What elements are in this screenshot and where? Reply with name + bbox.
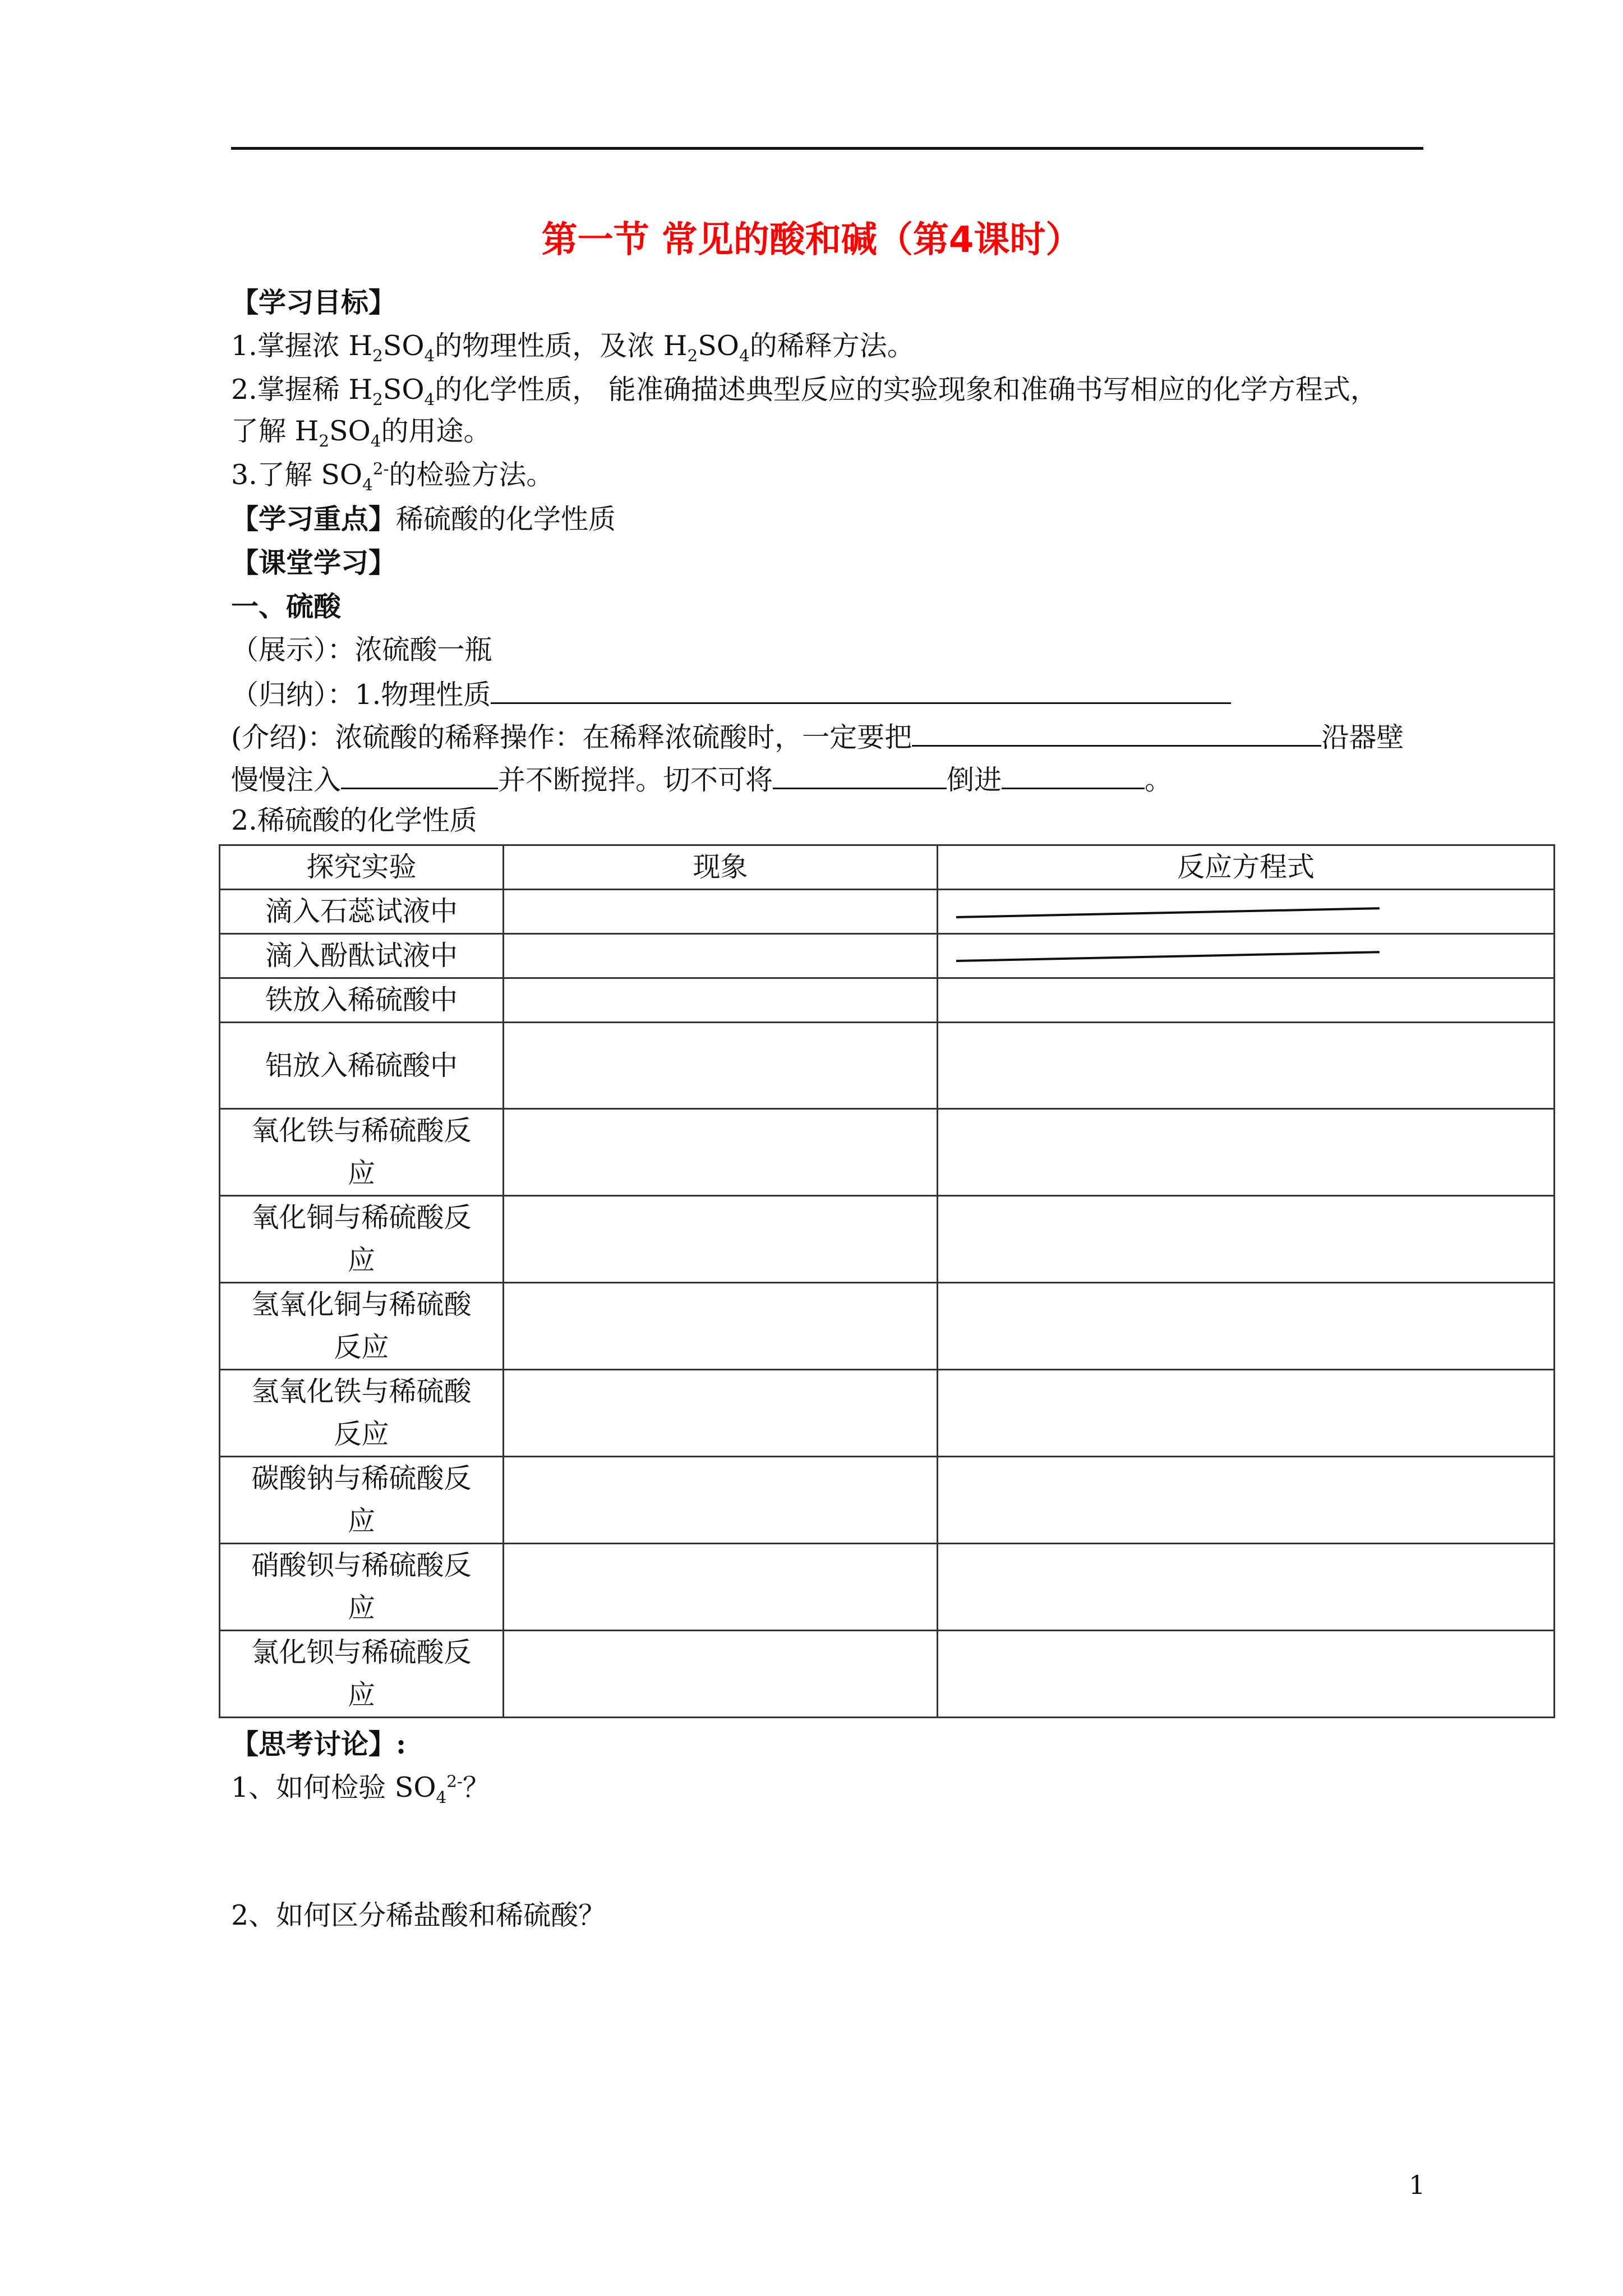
phenomenon-cell[interactable]: [504, 1631, 938, 1718]
equation-cell[interactable]: [938, 1023, 1555, 1109]
table-row: [220, 1196, 1555, 1283]
experiment-cell: 氧化铁与稀硫酸反 应: [220, 1109, 504, 1196]
discussion-q2: 2、如何区分稀盐酸和稀硫酸？: [231, 1899, 606, 1931]
display-line: （展示）：浓硫酸一瓶: [231, 634, 492, 666]
experiment-cell: 铁放入稀硫酸中: [220, 978, 504, 1023]
equation-cell[interactable]: [938, 1457, 1555, 1544]
table-row: [220, 934, 1555, 978]
header-experiment: 探究实验: [220, 845, 504, 890]
phenomenon-cell[interactable]: [504, 1544, 938, 1631]
dilution-blank-2[interactable]: [341, 762, 498, 789]
dilution-blank-1[interactable]: [912, 719, 1321, 747]
page-title: 第一节 常见的酸和碱（第4课时）: [541, 219, 1082, 261]
table-row: [220, 1109, 1555, 1196]
phenomenon-cell[interactable]: [504, 1196, 938, 1283]
intro-line-cont: 慢慢注入 并不断搅拌。切不可将 倒进 。: [231, 762, 1172, 797]
phenomenon-cell[interactable]: [504, 1109, 938, 1196]
equation-cell[interactable]: [938, 1196, 1555, 1283]
equation-cell[interactable]: [938, 1544, 1555, 1631]
equation-cell[interactable]: [938, 1109, 1555, 1196]
intro-line: (介绍)：浓硫酸的稀释操作：在稀释浓硫酸时，一定要把 沿器壁: [231, 719, 1404, 754]
table-row: [220, 890, 1555, 934]
table-row: [220, 1457, 1555, 1544]
section-sulfuric-acid: 一、硫酸: [231, 590, 342, 623]
table-row: [220, 1370, 1555, 1457]
phenomenon-cell[interactable]: [504, 890, 938, 934]
section-dilute-chem: 2.稀硫酸的化学性质: [231, 804, 477, 836]
header-phenomenon: 现象: [504, 845, 938, 890]
experiment-cell: 铝放入稀硫酸中: [220, 1023, 504, 1109]
discussion-heading: 【思考讨论】:: [231, 1728, 407, 1760]
phenomenon-cell[interactable]: [504, 1457, 938, 1544]
phenomenon-cell[interactable]: [504, 1283, 938, 1370]
table-row: [220, 1631, 1555, 1718]
header-equation: 反应方程式: [938, 845, 1555, 890]
summary-line: （归纳）：1.物理性质: [231, 677, 1231, 712]
equation-cell[interactable]: [938, 1631, 1555, 1718]
experiment-cell: 氢氧化铜与稀硫酸 反应: [220, 1283, 504, 1370]
table-header-row: [220, 845, 1555, 890]
phenomenon-cell[interactable]: [504, 1370, 938, 1457]
goal-3: 3.了解 $SO_4^{2-}$的检验方法。: [231, 459, 554, 494]
page-number: 1: [1409, 2170, 1426, 2200]
goal-1: 1.掌握浓 $H_2SO_4$的物理性质，及浓 $H_2SO_4$的稀释方法。: [231, 330, 915, 365]
goal-2-cont: 了解 $H_2SO_4$的用途。: [231, 415, 491, 450]
table-row: [220, 1283, 1555, 1370]
equation-cell[interactable]: [938, 978, 1555, 1023]
equation-cell[interactable]: [938, 1283, 1555, 1370]
table-row: [220, 1023, 1555, 1109]
experiment-cell: 硝酸钡与稀硫酸反 应: [220, 1544, 504, 1631]
phenomenon-cell[interactable]: [504, 978, 938, 1023]
experiment-cell: 碳酸钠与稀硫酸反 应: [220, 1457, 504, 1544]
physical-property-blank[interactable]: [491, 677, 1231, 704]
experiment-cell: 氢氧化铁与稀硫酸 反应: [220, 1370, 504, 1457]
table-row: [220, 1544, 1555, 1631]
dilution-blank-4[interactable]: [1002, 762, 1145, 789]
phenomenon-cell[interactable]: [504, 1023, 938, 1109]
experiment-cell: 氧化铜与稀硫酸反 应: [220, 1196, 504, 1283]
goals-heading: 【学习目标】: [231, 286, 396, 319]
phenomenon-cell[interactable]: [504, 934, 938, 978]
experiment-cell: 滴入酚酞试液中: [220, 934, 504, 978]
class-study-heading: 【课堂学习】: [231, 546, 396, 579]
discussion-q1: 1、如何检验 $SO_4^{2-}$？: [231, 1772, 490, 1807]
equation-cell[interactable]: [938, 1370, 1555, 1457]
goal-2: 2.掌握稀 $H_2SO_4$的化学性质， 能准确描述典型反应的实验现象和准确书写相应的化学方程式，: [231, 374, 1378, 409]
experiment-cell: 氯化钡与稀硫酸反 应: [220, 1631, 504, 1718]
key-point: 【学习重点】稀硫酸的化学性质: [231, 503, 616, 535]
header-rule: [231, 147, 1423, 150]
experiment-table: [219, 844, 1555, 1718]
experiment-cell: 滴入石蕊试液中: [220, 890, 504, 934]
dilution-blank-3[interactable]: [773, 762, 947, 789]
table-row: [220, 978, 1555, 1023]
